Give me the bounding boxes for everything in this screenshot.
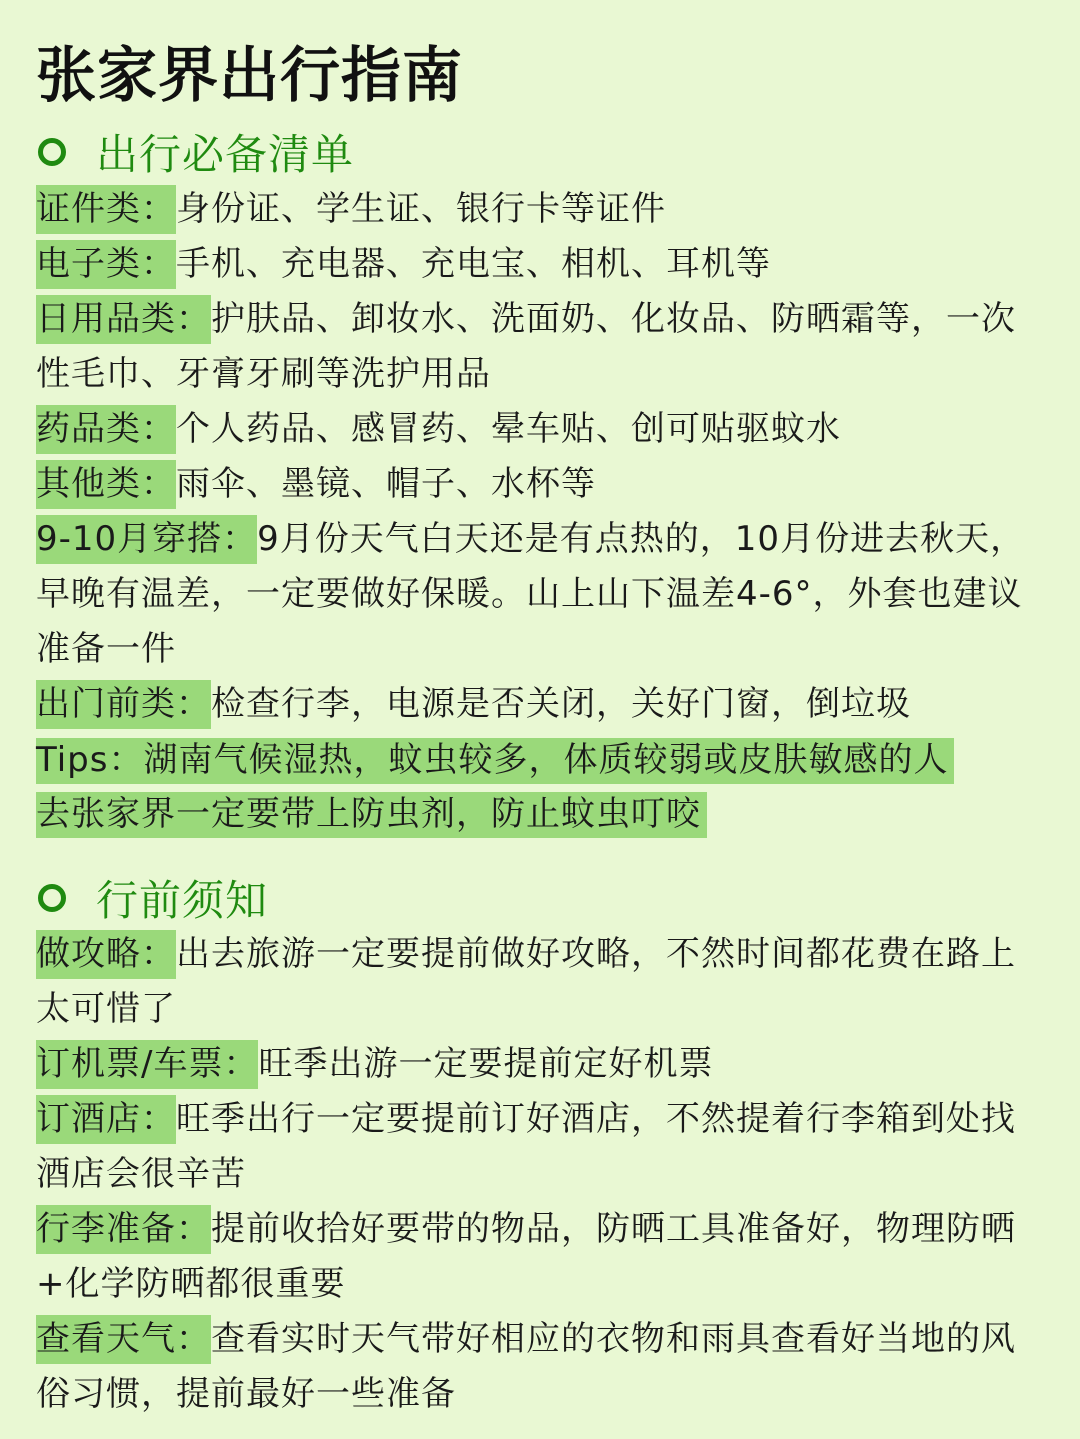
circle-icon [38,884,66,912]
checklist-item-before-leaving [36,677,1041,732]
item-text: 雨伞、墨镜、帽子、水杯等 [176,464,596,504]
page-title: 张家界出行指南 [36,41,463,111]
section-pretrip-header [36,870,268,926]
item-label: 订机票/车票： [36,1040,258,1089]
circle-icon [38,138,66,166]
item-label: 证件类： [36,185,176,234]
item-label: 药品类： [36,405,176,454]
item-text: 个人药品、感冒药、晕车贴、创可贴驱蚊水 [176,409,841,449]
pretrip-item-weather [36,1312,1041,1422]
item-label: 出门前类： [36,680,211,729]
pretrip-item-hotel [36,1092,1041,1202]
checklist-item-medicine [36,402,1041,457]
section-pretrip-title: 行前须知 [96,876,269,925]
tips-line-1: Tips：湖南气候湿热，蚊虫较多，体质较弱或皮肤敏感的人 [36,738,954,784]
item-label: 查看天气： [36,1315,211,1364]
item-text: 检查行李，电源是否关闭，关好门窗，倒垃圾 [211,684,911,724]
item-text: 旺季出游一定要提前定好机票 [258,1044,714,1084]
item-text: 护肤品、卸妆水、洗面奶、化妆品、防晒霜等，一次性毛巾、牙膏牙刷等洗护用品 [36,299,1016,394]
tips-line-2: 去张家界一定要带上防虫剂，防止蚊虫叮咬 [36,792,707,838]
item-label: 行李准备： [36,1205,211,1254]
item-text: 提前收拾好要带的物品，防晒工具准备好，物理防晒+化学防晒都很重要 [36,1209,1016,1304]
pretrip-item-plan [36,927,1041,1037]
item-text: 身份证、学生证、银行卡等证件 [176,189,666,229]
item-label: 电子类： [36,240,176,289]
item-text: 查看实时天气带好相应的衣物和雨具查看好当地的风俗习惯，提前最好一些准备 [36,1319,1016,1414]
item-label: 做攻略： [36,930,176,979]
section-checklist-title: 出行必备清单 [96,130,355,179]
checklist-item-daily-goods [36,292,1041,402]
item-text: 9月份天气白天还是有点热的，10月份进去秋天，早晚有温差，一定要做好保暖。山上山下温差4-6°，外套也建议准备一件 [36,519,1026,669]
item-text: 旺季出行一定要提前订好酒店，不然提着行李箱到处找酒店会很辛苦 [36,1099,1016,1194]
item-text: 手机、充电器、充电宝、相机、耳机等 [176,244,771,284]
item-label: 9-10月穿搭： [36,515,257,564]
section-checklist-header [36,124,354,180]
pretrip-item-tickets [36,1037,1041,1092]
checklist-item-electronics [36,237,1041,292]
pretrip-item-luggage [36,1202,1041,1312]
checklist-item-outfit [36,512,1041,677]
item-label: 日用品类： [36,295,211,344]
checklist-item-documents [36,182,1041,237]
item-label: 其他类： [36,460,176,509]
item-label: 订酒店： [36,1095,176,1144]
item-text: 出去旅游一定要提前做好攻略，不然时间都花费在路上太可惜了 [36,934,1016,1029]
checklist-item-others [36,457,1041,512]
